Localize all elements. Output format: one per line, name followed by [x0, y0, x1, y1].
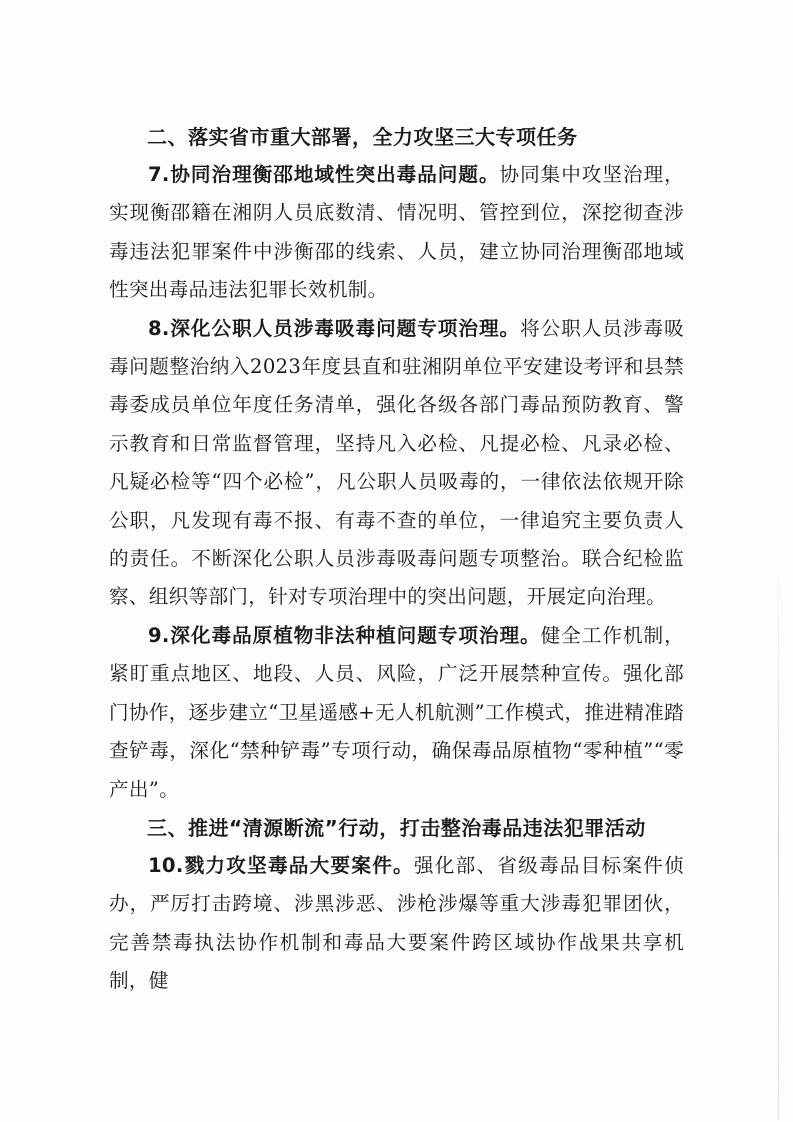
- item-8-body: 将公职人员涉毒吸毒问题整治纳入2023年度县直和驻湘阴单位平安建设考评和县禁毒委成员单位年度任务清单，强化各级各部门毒品预防教育、警示教育和日常监督管理，坚持凡入必检、凡提必检、凡录必检、凡疑必检等“四个必检”，凡公职人员吸毒的，一律依法依规开除公职，凡发现有毒不报、有毒不查的单位，一律追究主要负责人的责任。不断深化公职人员涉毒吸毒问题专项整治。联合纪检监察、组织等部门，针对专项治理中的突出问题，开展定向治理。: [109, 316, 684, 609]
- scan-edge-line: [778, 560, 779, 1120]
- item-9-paragraph: [109, 617, 684, 809]
- section-heading-2: 二、落实省市重大部署，全力攻坚三大专项任务: [147, 125, 578, 149]
- item-10-body: 强化部、省级毒品目标案件侦办，严厉打击跨境、涉黑涉恶、涉枪涉爆等重大涉毒犯罪团伙，完善禁毒执法协作机制和毒品大要案件跨区域协作战果共享机制，健: [109, 853, 684, 993]
- item-9-body: 健全工作机制，紧盯重点地区、地段、人员、风险，广泛开展禁种宣传。强化部门协作，逐步建立“卫星遥感+无人机航测”工作模式，推进精准踏查铲毒，深化“禁种铲毒”专项行动，确保毒品原植物“零种植”“零产出”。: [109, 623, 685, 801]
- document-body: [109, 118, 684, 1001]
- section-heading-3: 三、推进“清源断流”行动，打击整治毒品违法犯罪活动: [147, 815, 646, 840]
- item-9-lead: 9.深化毒品原植物非法种植问题专项治理。: [148, 623, 541, 647]
- item-10-paragraph: [109, 847, 684, 1001]
- item-8-paragraph: [109, 310, 684, 617]
- item-7-paragraph: [109, 156, 684, 310]
- item-7-body: 协同集中攻坚治理，实现衡邵籍在湘阴人员底数清、情况明、管控到位，深挖彻查涉毒违法犯罪案件中涉衡邵的线索、人员，建立协同治理衡邵地域性突出毒品违法犯罪长效机制。: [109, 163, 684, 302]
- item-8-lead: 8.深化公职人员涉毒吸毒问题专项治理。: [148, 316, 521, 340]
- item-10-lead: 10.戮力攻坚毒品大要案件。: [148, 853, 414, 877]
- item-7-lead: 7.协同治理衡邵地域性突出毒品问题。: [148, 163, 500, 186]
